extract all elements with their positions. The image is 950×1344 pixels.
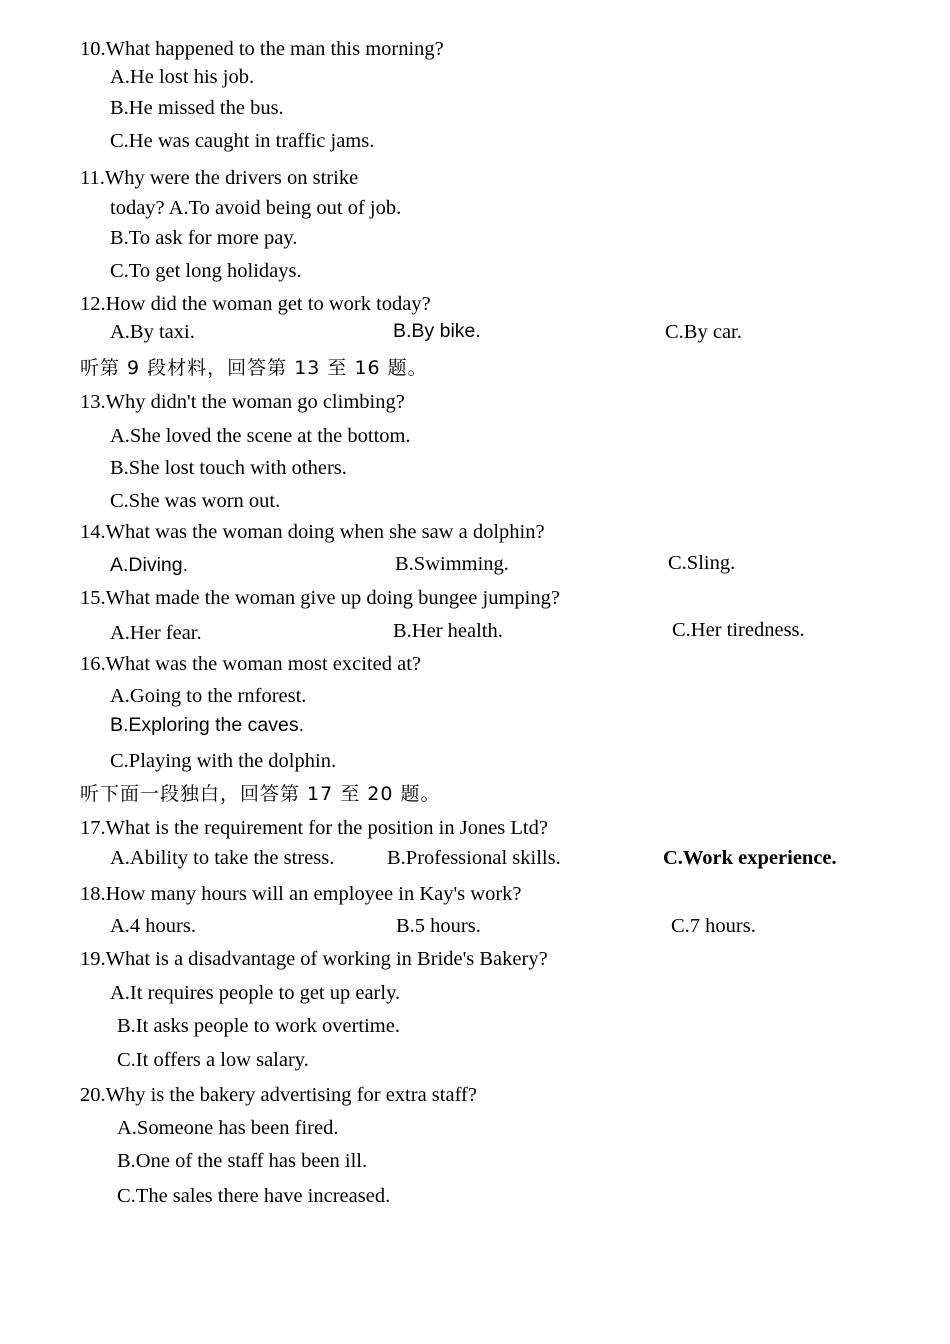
q16-option-c: C.Playing with the dolphin. — [110, 750, 337, 772]
q18-option-b: B.5 hours. — [396, 915, 481, 937]
q10-option-a: A.He lost his job. — [110, 66, 255, 88]
q16-stem: 16.What was the woman most excited at? — [80, 653, 421, 675]
q19-option-c: C.It offers a low salary. — [117, 1049, 309, 1071]
q13-option-a: A.She loved the scene at the bottom. — [110, 425, 411, 447]
q20-stem: 20.Why is the bakery advertising for extra staff? — [80, 1084, 477, 1106]
q10-option-b: B.He missed the bus. — [110, 97, 284, 119]
q12-option-a: A.By taxi. — [110, 321, 195, 343]
q10-stem: 10.What happened to the man this morning? — [80, 38, 444, 60]
q13-stem: 13.Why didn't the woman go climbing? — [80, 391, 405, 413]
q14-option-c: C.Sling. — [668, 552, 736, 574]
q17-option-c: C.Work experience. — [663, 847, 837, 869]
q19-option-a: A.It requires people to get up early. — [110, 982, 401, 1004]
section-heading-monologue: 听下面一段独白，回答第 17 至 20 题。 — [80, 783, 441, 805]
q20-option-b: B.One of the staff has been ill. — [117, 1150, 368, 1172]
q15-option-b: B.Her health. — [393, 620, 503, 642]
q18-option-c: C.7 hours. — [671, 915, 756, 937]
q20-option-c: C.The sales there have increased. — [117, 1185, 391, 1207]
q11-stem: 11.Why were the drivers on strike — [80, 167, 359, 189]
section-heading-part9: 听第 9 段材料，回答第 13 至 16 题。 — [80, 357, 428, 379]
q20-option-a: A.Someone has been fired. — [117, 1117, 339, 1139]
q13-option-b: B.She lost touch with others. — [110, 457, 347, 479]
q17-option-b: B.Professional skills. — [387, 847, 561, 869]
q11-stem-continued: today? A.To avoid being out of job. — [110, 197, 402, 219]
q10-option-c: C.He was caught in traffic jams. — [110, 130, 375, 152]
q14-option-b: B.Swimming. — [395, 553, 509, 575]
q15-option-c: C.Her tiredness. — [672, 619, 805, 641]
q16-option-a: A.Going to the rnforest. — [110, 685, 307, 707]
q14-stem: 14.What was the woman doing when she saw a dolphin? — [80, 521, 545, 543]
q11-option-c: C.To get long holidays. — [110, 260, 302, 282]
q15-stem: 15.What made the woman give up doing bungee jumping? — [80, 587, 560, 609]
q19-stem: 19.What is a disadvantage of working in Bride's Bakery? — [80, 948, 548, 970]
q12-option-b: B.By bike. — [393, 320, 481, 342]
q11-option-b: B.To ask for more pay. — [110, 227, 298, 249]
q17-stem: 17.What is the requirement for the position in Jones Ltd? — [80, 817, 548, 839]
q14-option-a: A.Diving. — [110, 554, 189, 576]
q18-stem: 18.How many hours will an employee in Kay's work? — [80, 883, 522, 905]
q19-option-b: B.It asks people to work overtime. — [117, 1015, 400, 1037]
q15-option-a: A.Her fear. — [110, 622, 202, 644]
q17-option-a: A.Ability to take the stress. — [110, 847, 335, 869]
q16-option-b: B.Exploring the caves. — [110, 714, 305, 736]
q12-stem: 12.How did the woman get to work today? — [80, 293, 431, 315]
q13-option-c: C.She was worn out. — [110, 490, 281, 512]
q18-option-a: A.4 hours. — [110, 915, 196, 937]
q12-option-c: C.By car. — [665, 321, 742, 343]
